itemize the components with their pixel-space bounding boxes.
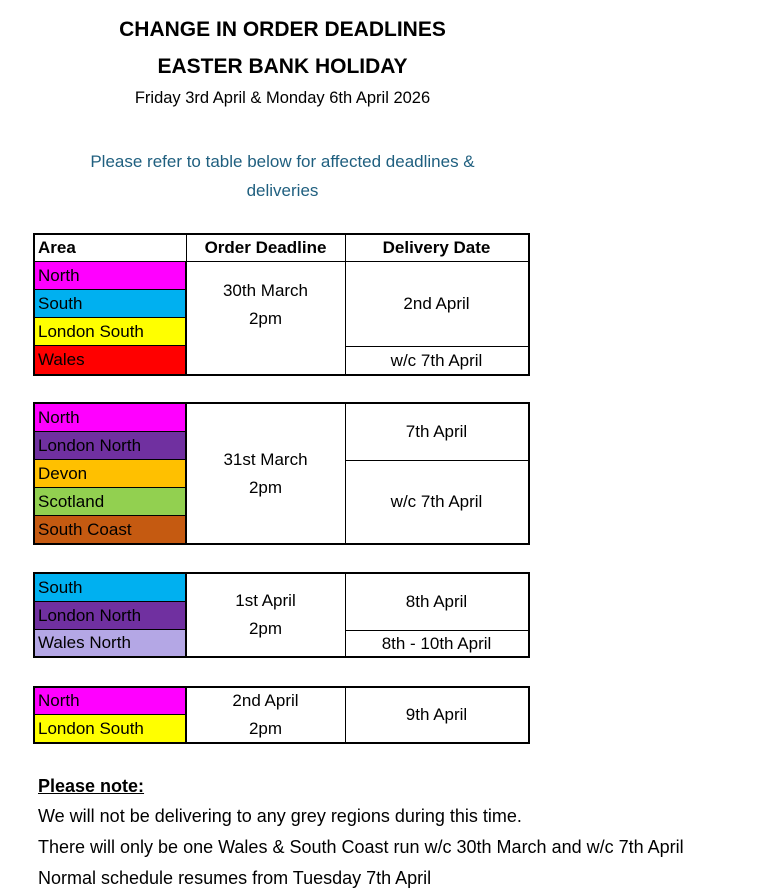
order-deadline-3 — [186, 574, 345, 656]
delivery-date-1a: 2nd April — [403, 294, 470, 313]
intro-line-2: deliveries — [246, 181, 319, 200]
order-deadline-1 — [186, 262, 345, 347]
deadline-date: 1st April — [235, 591, 296, 610]
order-deadline-4 — [186, 688, 345, 742]
deadline-time: 2pm — [248, 308, 283, 328]
title: CHANGE IN ORDER DEADLINES — [119, 18, 446, 41]
area-cell-south: South — [35, 290, 186, 318]
header-area: Area — [38, 238, 76, 257]
note-line-3: Normal schedule resumes from Tuesday 7th April — [38, 868, 432, 888]
header-order-deadline: Order Deadline — [204, 238, 327, 257]
deadline-time: 2pm — [248, 719, 283, 738]
area-cell-devon: Devon — [35, 460, 186, 488]
deadline-table-2 — [33, 402, 530, 545]
deadline-table-3 — [33, 572, 530, 658]
holiday-dates: Friday 3rd April & Monday 6th April 2026 — [134, 89, 431, 107]
deadline-date: 30th March — [222, 280, 309, 300]
delivery-date-2a: 7th April — [405, 422, 468, 441]
subtitle: EASTER BANK HOLIDAY — [157, 55, 408, 78]
delivery-date-3b: 8th - 10th April — [381, 633, 492, 653]
delivery-date-3a: 8th April — [405, 592, 468, 611]
delivery-date-2b: w/c 7th April — [390, 492, 483, 511]
deadline-time: 2pm — [248, 619, 283, 638]
area-cell-london-north: London North — [35, 602, 186, 630]
delivery-date-1b: w/c 7th April — [390, 350, 483, 370]
deadline-date: 2nd April — [232, 691, 299, 710]
area-cell-south-coast: South Coast — [35, 516, 186, 543]
area-cell-scotland: Scotland — [35, 488, 186, 516]
area-cell-north: North — [35, 262, 186, 290]
area-cell-london-south: London South — [35, 318, 186, 346]
area-cell-south: South — [35, 574, 186, 602]
header-delivery-date: Delivery Date — [382, 238, 491, 257]
deadline-table-4 — [33, 686, 530, 744]
deadline-table-1 — [33, 233, 530, 376]
note-line-1: We will not be delivering to any grey regions during this time. — [38, 806, 522, 826]
area-cell-north: North — [35, 404, 186, 432]
notes-heading: Please note: — [38, 776, 145, 796]
area-cell-north: North — [35, 688, 186, 715]
delivery-date-4: 9th April — [405, 705, 468, 724]
area-cell-wales-north: Wales North — [35, 630, 186, 656]
note-line-2: There will only be one Wales & South Coast run w/c 30th March and w/c 7th April — [38, 837, 684, 857]
intro-text — [0, 147, 565, 205]
deadline-time: 2pm — [248, 477, 283, 497]
intro-line-1: Please refer to table below for affected deadlines & — [90, 152, 475, 171]
deadline-date: 31st March — [223, 449, 308, 469]
area-cell-london-north: London North — [35, 432, 186, 460]
area-cell-london-south: London South — [35, 715, 186, 742]
order-deadline-2 — [186, 404, 345, 543]
area-cell-wales: Wales — [35, 346, 186, 374]
